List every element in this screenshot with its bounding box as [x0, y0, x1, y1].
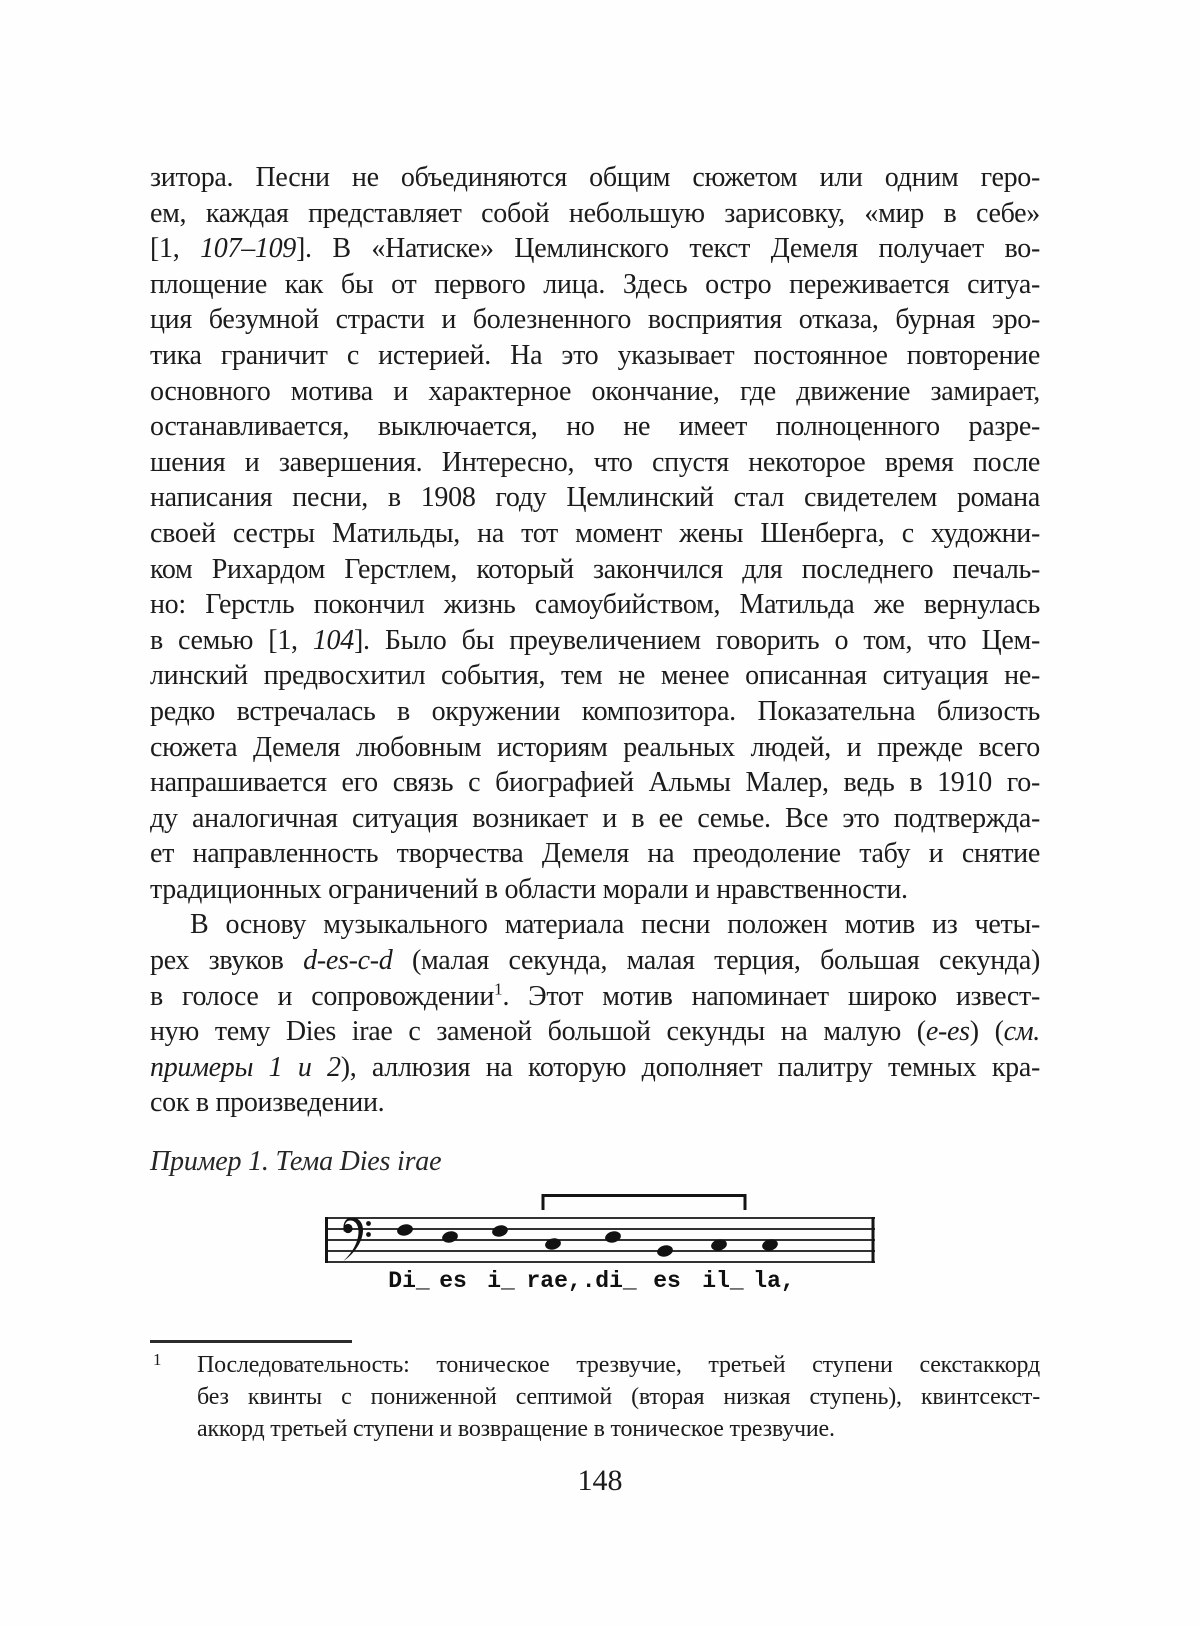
text-line: основного мотива и характерное окончание, где движение замирает,	[150, 375, 1040, 407]
lyric-syllable: es	[439, 1268, 467, 1294]
text-line: написания песни, в 1908 году Цемлинский стал свидетелем романа	[150, 482, 1040, 514]
lyric-syllable: rae,.	[526, 1268, 596, 1294]
text-line: останавливается, выключается, но не имеет полноценного разре-	[150, 411, 1040, 443]
text-line: тика граничит с истерией. На это указывает постоянное повторение	[150, 339, 1040, 371]
text-line: ную тему Dies irae с заменой большой секунды на малую (e-es) (см.	[150, 1016, 1040, 1048]
text-line: ком Рихардом Герстлем, который закончился для последнего печаль-	[150, 553, 1040, 585]
note-e	[441, 1230, 459, 1245]
text-line: напрашивается его связь с биографией Альмы Малер, ведь в 1910 го-	[150, 767, 1040, 799]
text-line: традиционных ограничений в области морали и нравственности.	[150, 873, 908, 905]
text-line: сок в произведении.	[150, 1087, 385, 1119]
lyric-syllable: es	[653, 1268, 681, 1294]
text-line: рех звуков d-es-c-d (малая секунда, малая терция, большая секунда)	[150, 945, 1040, 977]
text-line: В основу музыкального материала песни положен мотив из четы-	[190, 909, 1040, 941]
lyric-syllable: la,	[753, 1268, 795, 1294]
text-line: площение как бы от первого лица. Здесь остро переживается ситуа-	[150, 268, 1040, 300]
lyric-syllable: il_	[702, 1268, 744, 1294]
note-f	[491, 1224, 509, 1239]
text-line: в семью [1, 104]. Было бы преувеличением говорить о том, что Цем-	[150, 624, 1040, 656]
text-line: ду аналогичная ситуация возникает и в ее семье. Все это подтвержда-	[150, 802, 1040, 834]
footnote-line: Последовательность: тоническое трезвучие, третьей ступени секстаккорд	[197, 1351, 1040, 1378]
text-line: линский предвосхитил события, тем не менее описанная ситуация не-	[150, 660, 1040, 692]
note-c	[656, 1244, 674, 1259]
example-caption: Пример 1. Тема Dies irae	[150, 1146, 442, 1177]
music-example	[325, 1185, 877, 1303]
footnote-text	[150, 1349, 1040, 1446]
lyric-syllable: di_	[595, 1268, 637, 1294]
phrase-bracket	[543, 1196, 745, 1211]
lyric-syllable: Di_	[388, 1268, 430, 1294]
text-line: зитора. Песни не объединяются общим сюжетом или одним геро-	[150, 162, 1040, 193]
footnote-marker: 1	[153, 1350, 162, 1369]
page-number: 148	[577, 1464, 623, 1497]
note-f	[396, 1223, 414, 1238]
note-d	[544, 1237, 562, 1252]
text-line: сюжета Демеля любовным историям реальных людей, и прежде всего	[150, 731, 1040, 763]
text-line: в голосе и сопровождении$^1$. Этот мотив напоминает широко извест-	[150, 979, 1040, 1012]
footnote	[150, 1340, 1040, 1445]
text-line: своей сестры Матильды, на тот момент жены Шенберга, с художни-	[150, 517, 1040, 549]
body-text	[150, 160, 1040, 1121]
text-line: редко встречалась в окружении композитора. Показательна близость	[150, 695, 1040, 727]
footnote-line: без квинты с пониженной септимой (вторая низкая ступень), квинтсекст-	[197, 1383, 1040, 1410]
text-line: [1, 107–109]. В «Натиске» Цемлинского текст Демеля получает во-	[150, 233, 1040, 265]
footnote-line: аккорд третьей ступени и возвращение в тоническое трезвучие.	[197, 1416, 835, 1443]
text-line: ция безумной страсти и болезненного восприятия отказа, бурная эро-	[150, 304, 1040, 336]
note-e	[604, 1230, 622, 1245]
text-line: шения и завершения. Интересно, что спустя некоторое время после	[150, 446, 1040, 478]
text-line: примеры 1 и 2), аллюзия на которую дополняет палитру темных кра-	[150, 1051, 1040, 1083]
footnote-divider	[150, 1340, 352, 1343]
lyric-syllable: i_	[487, 1268, 515, 1294]
text-line: ет направленность творчества Демеля на преодоление табу и снятие	[150, 838, 1040, 870]
text-line: но: Герстль покончил жизнь самоубийством, Матильда же вернулась	[150, 589, 1040, 621]
text-line: ем, каждая представляет собой небольшую зарисовку, «мир в себе»	[150, 197, 1040, 229]
